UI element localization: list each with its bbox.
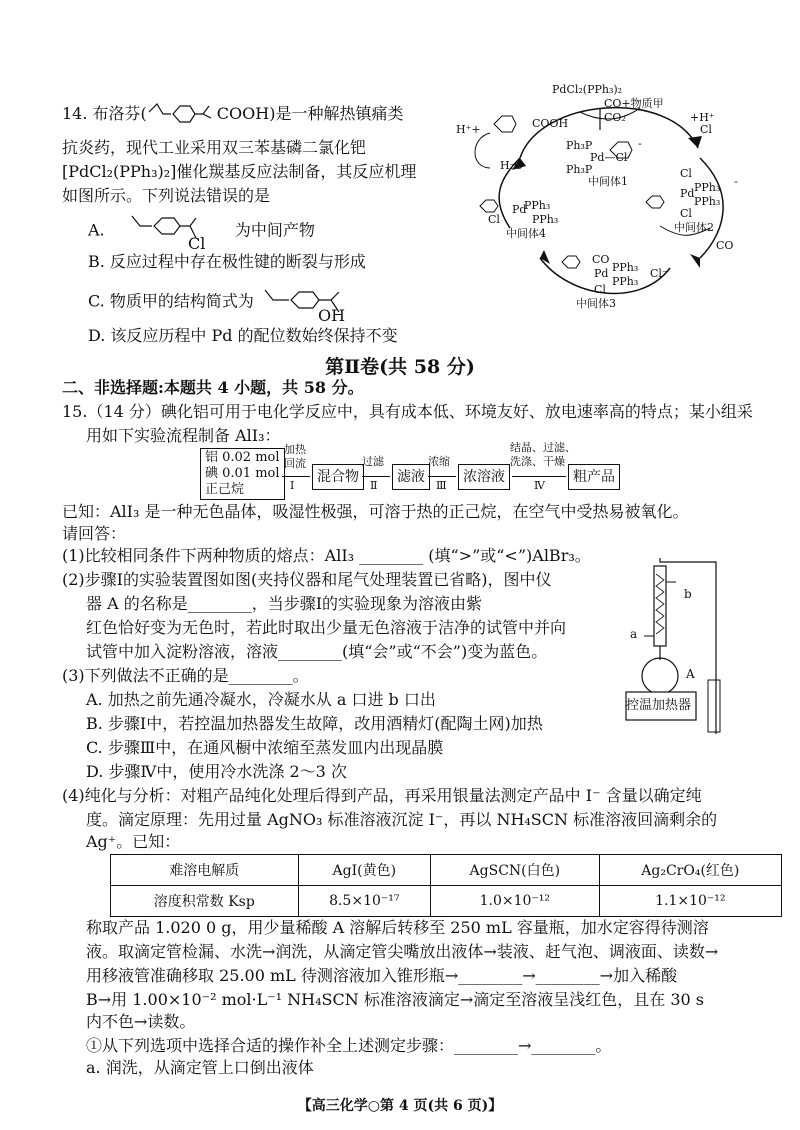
mech-h2o: H₂O (500, 159, 524, 172)
q14-option-d[interactable]: D. 该反应历程中 Pd 的配位数始终保持不变 (88, 326, 398, 345)
q15-part3: (3)下列做法不正确的是________。 (62, 666, 309, 685)
arrow-h2o (475, 133, 490, 168)
mech-int3-co: CO (592, 253, 610, 266)
mech-co-right: CO (716, 239, 734, 252)
q15-part4-line4: 称取产品 1.020 0 g，用少量稀酸 A 溶解后转移至 250 mL 容量瓶，加水定容得待测溶 (86, 918, 709, 937)
q15-part4-line5: 液。取滴定管检漏、水洗→润洗，从滴定管尖嘴放出液体→装液、赶气泡、调液面、读数→ (86, 942, 719, 961)
ksp-header-label: 难溶电解质 (111, 855, 299, 886)
arrowhead-top (688, 136, 702, 148)
flow-box-mixture: 混合物 (312, 464, 364, 490)
mech-int4-pph3-bottom: PPh₃ (532, 213, 559, 226)
ksp-header-ag2cro4: Ag₂CrO₄(红色) (599, 855, 781, 886)
section2-heading: 二、非选择题:本题共 4 小题，共 58 分。 (62, 378, 364, 397)
mech-int2-pd: Pd (680, 187, 695, 200)
flow-arrow-2 (362, 476, 390, 477)
flow-step1-num: Ⅰ (290, 479, 295, 492)
ring-bottom (562, 256, 580, 268)
ksp-table-header (111, 855, 782, 886)
q15-option-a[interactable]: a. 润洗，从滴定管上口倒出液体 (86, 1058, 314, 1077)
mech-int3-pph3-top: PPh₃ (612, 261, 639, 274)
section2-title: 第Ⅱ卷(共 58 分) (325, 356, 475, 378)
q15-part3-option-a[interactable]: A. 加热之前先通冷凝水，冷凝水从 a 口进 b 口出 (86, 690, 436, 709)
mech-h-plus-right: +H⁺ (690, 111, 715, 124)
mech-int2-pph3-top: PPh₃ (694, 181, 721, 194)
flow-step4-top: 结晶、过滤、 (510, 441, 576, 454)
ring-int4 (480, 200, 498, 212)
ksp-table (110, 854, 782, 917)
option-c-label: C. 物质甲的结构简式为 (88, 291, 254, 311)
mech-co2: CO₂ (604, 111, 626, 124)
flow-step4-mid: 洗涤、干燥 (510, 455, 565, 468)
mech-co-material: CO+物质甲 (604, 97, 664, 110)
mech-int1-ph3p-bottom: Ph₃P (566, 163, 593, 176)
flow-box-filtrate: 滤液 (392, 464, 430, 490)
flow-box-concentrate: 浓溶液 (458, 464, 510, 490)
q14-option-c[interactable] (88, 286, 399, 318)
apparatus-label-flask: A (686, 667, 695, 681)
flow-step4-num: Ⅳ (534, 479, 545, 492)
flow-step1-mid: 回流 (284, 457, 306, 470)
condenser-coil (656, 574, 664, 634)
flow-step1-top: 加热 (284, 443, 306, 456)
mech-int2-label: 中间体2 (674, 221, 714, 234)
mech-int3-label: 中间体3 (576, 297, 616, 310)
tail-tube (708, 680, 720, 732)
q14-stem-suffix: )是一种解热镇痛类 (269, 104, 404, 123)
flow-arrow-1 (282, 476, 310, 477)
flow-step2-top: 过滤 (362, 455, 384, 468)
option-a-cl: Cl (188, 234, 206, 253)
q15-part4-line7: B→用 1.00×10⁻² mol·L⁻¹ NH₄SCN 标准溶液滴定→滴定至溶液呈浅红色，且在 30 s (86, 990, 704, 1009)
flow-step2-num: Ⅱ (370, 479, 378, 492)
arrowhead-bottom (540, 250, 550, 264)
mech-catalyst: PdCl₂(PPh₃)₂ (552, 83, 623, 96)
q14-stem-cooh: COOH (216, 104, 270, 123)
ksp-table-row (111, 886, 782, 917)
option-c-oh: OH (318, 306, 346, 325)
q14-line4: 如图所示。下列说法错误的是 (62, 186, 271, 205)
ksp-value-ag2cro4: 1.1×10⁻¹² (599, 886, 781, 917)
q15-part2-line2: 器 A 的名称是________，当步骤Ⅰ的实验现象为溶液由紫 (86, 594, 483, 613)
mech-cooh: COOH (532, 117, 569, 130)
mech-int4-label: 中间体4 (506, 227, 546, 240)
q15-intro1: 15.（14 分）碘化铝可用于电化学反应中，具有成本低、环境友好、放电速率高的特点；某小组采 (62, 402, 753, 421)
q15-known: 已知：AlI₃ 是一种无色晶体，吸湿性极强，可溶于热的正己烷，在空气中受热易被氧化。 (62, 502, 689, 521)
mech-cl-top: Cl (700, 123, 712, 136)
q15-part4-sub1: ①从下列选项中选择合适的操作补全上述测定步骤：________→________。 (86, 1036, 612, 1055)
mech-int2-cl: Cl (680, 167, 692, 180)
q15-part4-line1: (4)纯化与分析：对粗产品纯化处理后得到产品，再采用银量法测定产品中 I⁻ 含量以确定纯 (62, 786, 702, 805)
option-a-structure (110, 212, 230, 250)
flow-step3-top: 浓缩 (428, 455, 450, 468)
flow-box-crude: 粗产品 (568, 464, 620, 490)
mech-cl-minus: Cl⁻ (650, 267, 668, 280)
ksp-header-agi: AgI(黄色) (298, 855, 430, 886)
apparatus-heater-label: 控温加热器 (626, 698, 692, 713)
mech-int2-pph3-bottom: PPh₃ (694, 195, 721, 208)
q15-part2-line1: (2)步骤Ⅰ的实验装置图如图(夹持仪器和尾气处理装置已省略)，图中仪 (62, 570, 552, 589)
q14-line2: 抗炎药，现代工业采用双三苯基磷二氯化钯 (62, 138, 367, 157)
q15-intro2: 用如下实验流程制备 AlI₃： (86, 426, 281, 445)
mech-int3-pd: Pd (594, 267, 609, 280)
ksp-header-agscn: AgSCN(白色) (431, 855, 600, 886)
mech-int3-pph3-bottom: PPh₃ (612, 275, 639, 288)
q14-line3: [PdCl₂(PPh₃)₂]催化羰基反应法制备，其反应机理 (62, 162, 417, 181)
ksp-value-agi: 8.5×10⁻¹⁷ (298, 886, 430, 917)
flow-source-al: 铝 0.02 mol (205, 450, 280, 465)
q15-part4-line2: 度。滴定原理：先用过量 AgNO₃ 标准溶液沉淀 I⁻，再以 NH₄SCN 标准溶液回滴剩余的 (86, 810, 718, 829)
mech-int1-pdcl: Pd—Cl (590, 151, 628, 164)
mech-int1-ph3p-top: Ph₃P (566, 139, 593, 152)
option-a-suffix: 为中间产物 (234, 220, 315, 240)
mech-h-plus-left: H⁺+ (456, 123, 481, 136)
q14-option-b[interactable]: B. 反应过程中存在极性键的断裂与形成 (88, 252, 366, 271)
flow-source-hexane: 正己烷 (205, 482, 245, 497)
flow-arrow-4 (512, 476, 566, 477)
flask-a (642, 658, 678, 694)
flow-source (200, 448, 285, 500)
q15-part4-line6: 用移液管准确移取 25.00 mL 待测溶液加入锥形瓶→________→________→加入稀酸 (86, 966, 678, 985)
q15-part2-line3: 红色恰好变为无色时，若此时取出少量无色溶液于洁净的试管中并向 (86, 618, 567, 637)
q15-part3-option-d[interactable]: D. 步骤Ⅳ中，使用冷水洗涤 2～3 次 (86, 762, 347, 781)
option-a-label: A. (88, 220, 105, 240)
mech-int2-minus: - (734, 175, 738, 188)
mech-int1-minus: - (638, 137, 642, 150)
q15-part3-option-b[interactable]: B. 步骤Ⅰ中，若控温加热器发生故障，改用酒精灯(配陶土网)加热 (86, 714, 543, 733)
condenser (654, 566, 666, 646)
ring-left (494, 116, 516, 132)
page-footer: 【高三化学○第 4 页(共 6 页)】 (297, 1098, 503, 1114)
apparatus-label-a: a (630, 627, 638, 641)
q15-ask: 请回答： (62, 524, 127, 543)
ring-right (646, 196, 664, 208)
q15-part4-line3: Ag⁺。已知： (86, 832, 181, 851)
q14-stem-prefix: 14. 布洛芬( (62, 104, 147, 123)
q15-part2-line4: 试管中加入淀粉溶液，溶液________(填“会”或“不会”)变为蓝色。 (86, 642, 548, 661)
mech-int4-pph3-top: PPh₃ (524, 199, 551, 212)
q15-part4-line8: 内不色→读数。 (86, 1012, 196, 1031)
ksp-row-label: 溶度积常数 Ksp (111, 886, 299, 917)
mech-int4-cl: Cl (488, 213, 500, 226)
arrowhead-right (690, 254, 700, 268)
ibuprofen-structure (147, 106, 217, 124)
mech-int2-cl-bottom: Cl (680, 207, 692, 220)
mech-int4-pd: Pd (512, 203, 527, 216)
flow-arrow-3 (428, 476, 456, 477)
mech-int1-label: 中间体1 (588, 175, 628, 188)
q15-part3-option-c[interactable]: C. 步骤Ⅲ中，在通风橱中浓缩至蒸发皿内出现晶膜 (86, 738, 444, 757)
ksp-value-agscn: 1.0×10⁻¹² (431, 886, 600, 917)
flow-source-i: 碘 0.01 mol (205, 466, 280, 481)
apparatus-label-b: b (684, 587, 692, 601)
flow-step3-num: Ⅲ (436, 479, 447, 492)
q14-stem-line1 (62, 104, 403, 124)
q15-part1: (1)比较相同条件下两种物质的熔点：AlI₃ ________ (填“>”或“<”)AlBr₃。 (62, 546, 591, 565)
mech-int3-cl: Cl (594, 283, 606, 296)
